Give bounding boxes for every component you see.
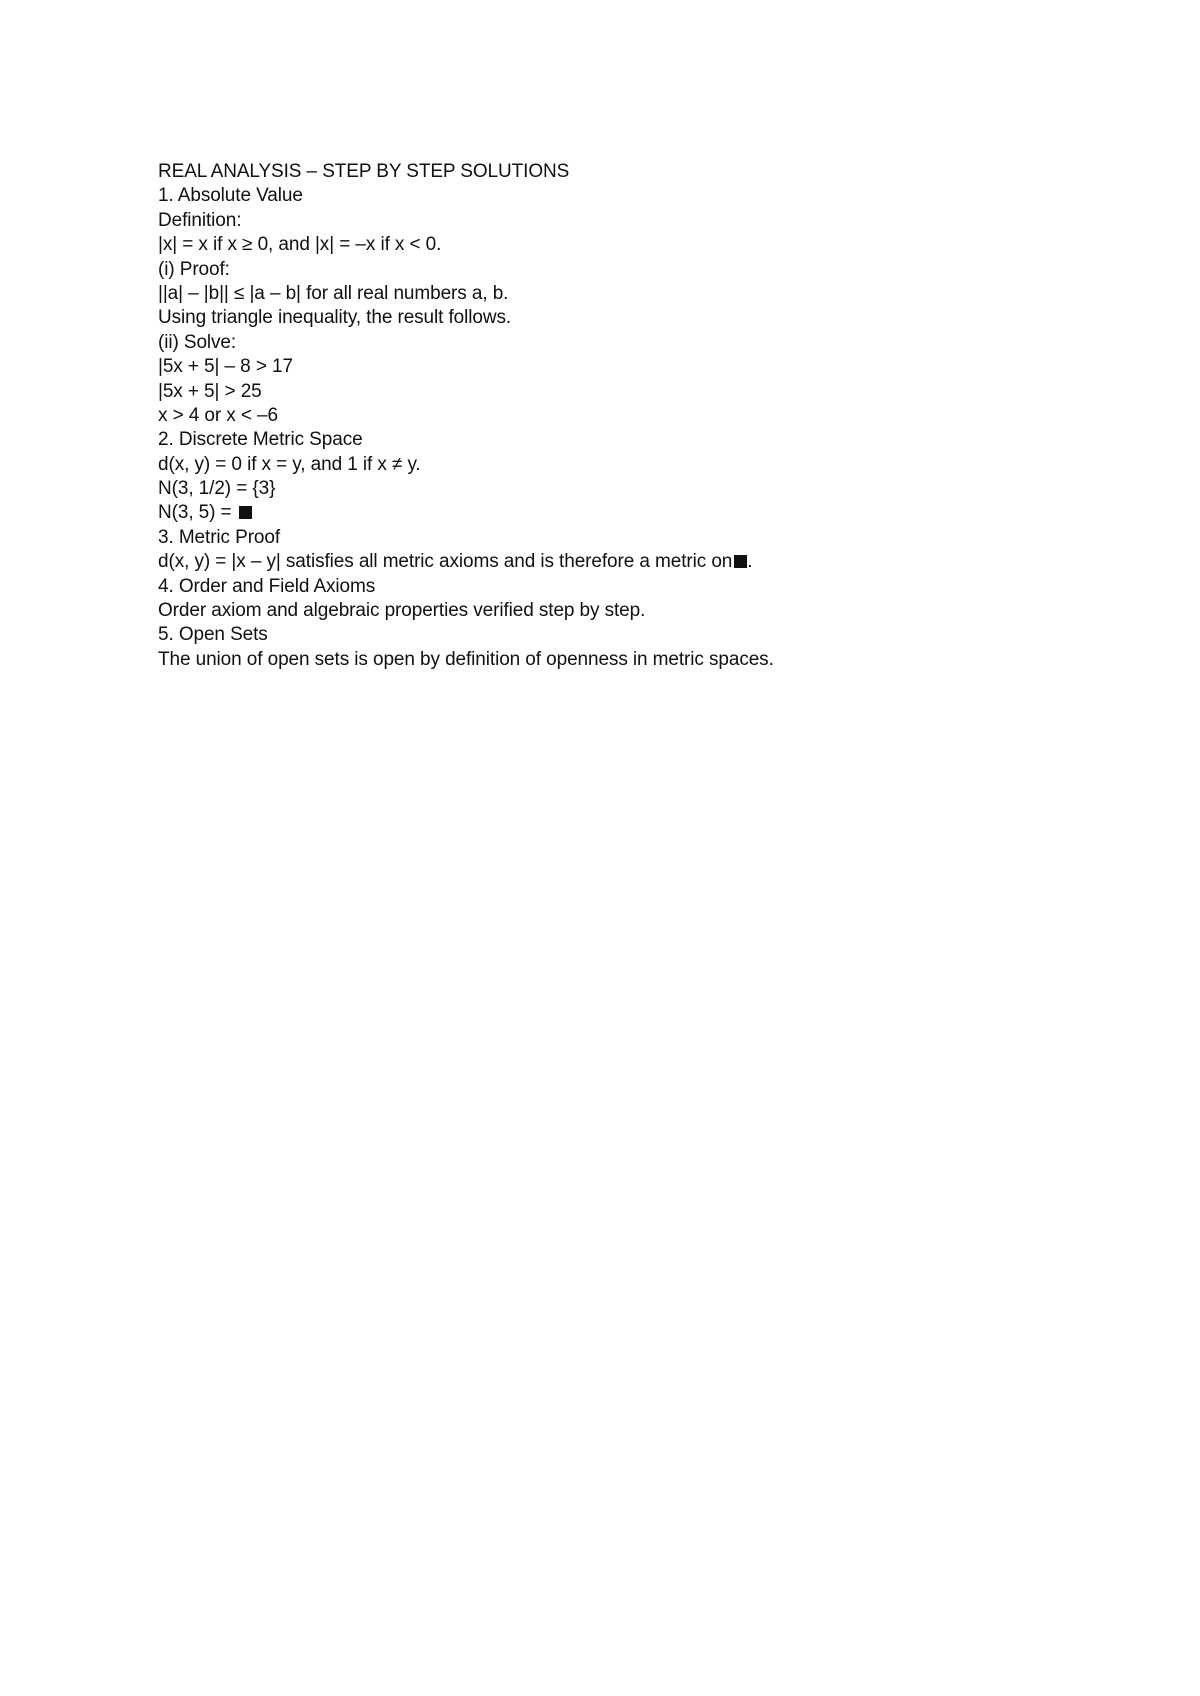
document-body [158,160,1138,672]
text-line: |5x + 5| > 25 [158,380,262,402]
missing-glyph-icon [734,555,747,568]
text-line-suffix: . [747,551,753,573]
text-line: The union of open sets is open by definition of openness in metric spaces. [158,648,774,670]
text-line: N(3, 1/2) = {3} [158,478,276,500]
section-heading-absolute-value: 1. Absolute Value [158,185,303,207]
text-line: Definition: [158,209,242,231]
section-heading-metric-proof: 3. Metric Proof [158,526,281,548]
missing-glyph-icon [239,506,252,519]
text-line: ||a| – |b|| ≤ |a – b| for all real numbers a, b. [158,282,509,304]
document-title: REAL ANALYSIS – STEP BY STEP SOLUTIONS [158,161,570,182]
text-line: x > 4 or x < –6 [158,404,278,426]
text-line: (i) Proof: [158,258,230,280]
section-heading-discrete-metric-space: 2. Discrete Metric Space [158,429,363,451]
text-line-content: N(3, 5) = [158,502,232,524]
text-line: Order axiom and algebraic properties verified step by step. [158,600,646,622]
text-line: Using triangle inequality, the result follows. [158,307,512,329]
text-line: (ii) Solve: [158,331,237,353]
section-heading-open-sets: 5. Open Sets [158,624,268,646]
section-heading-order-field-axioms: 4. Order and Field Axioms [158,575,376,597]
text-line: |x| = x if x ≥ 0, and |x| = –x if x < 0. [158,234,442,256]
text-line-with-glyph [158,501,1138,525]
text-line-with-glyph [158,550,1138,574]
text-line-content: d(x, y) = |x – y| satisfies all metric axioms and is therefore a metric on [158,551,733,573]
text-line: |5x + 5| – 8 > 17 [158,356,293,378]
text-line: d(x, y) = 0 if x = y, and 1 if x ≠ y. [158,453,421,475]
